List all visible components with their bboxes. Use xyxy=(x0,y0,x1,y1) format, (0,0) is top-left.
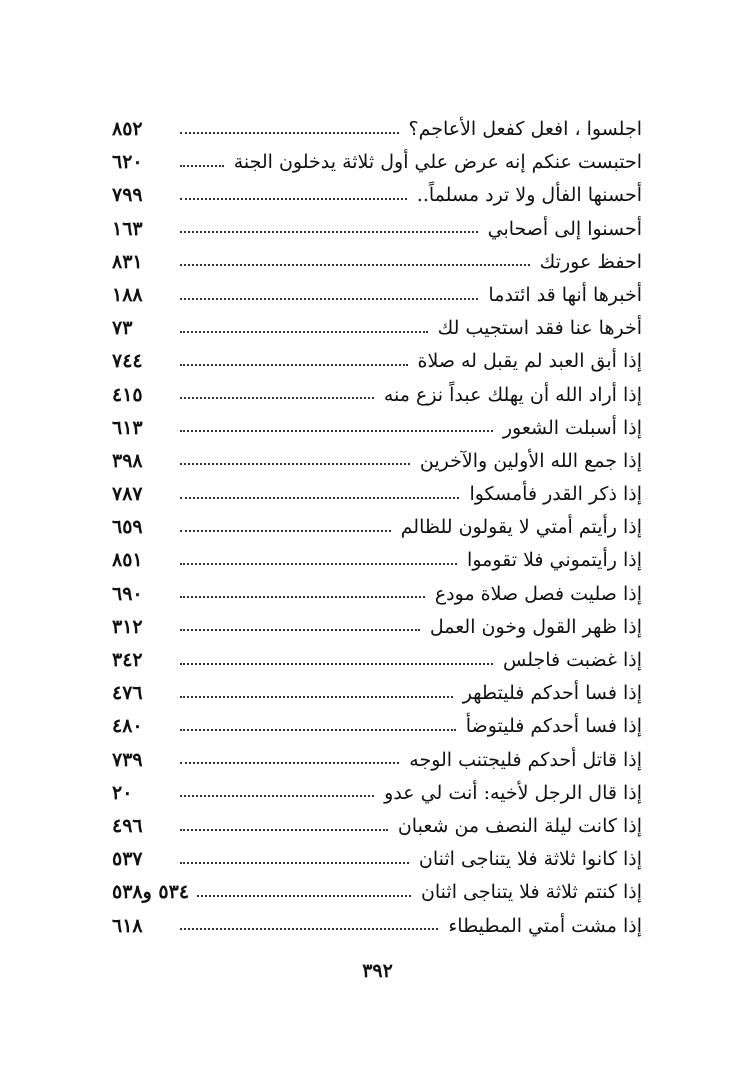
index-entry xyxy=(112,876,642,909)
entry-text: إذا قاتل أحدكم فليجتنب الوجه xyxy=(409,748,642,771)
entry-text: إذا جمع الله الأولين والآخرين xyxy=(419,449,642,472)
entry-page-number: ٤٧٦ xyxy=(112,682,143,705)
entry-page-number: ٦٩٠ xyxy=(112,582,143,605)
index-entry xyxy=(112,213,642,246)
dot-leader xyxy=(180,729,456,731)
entry-text: إذا ظهر القول وخون العمل xyxy=(429,615,642,638)
index-entry xyxy=(112,777,642,810)
dot-leader xyxy=(197,895,411,897)
entry-page-number: ٦١٨ xyxy=(112,914,143,937)
entry-page-number: ٧٩٩ xyxy=(112,184,143,207)
entry-text: إذا أسبلت الشعور xyxy=(502,416,642,439)
index-entry xyxy=(112,644,642,677)
entry-page-number: ٣٩٨ xyxy=(112,449,143,472)
dot-leader xyxy=(180,530,391,532)
dot-leader xyxy=(180,364,408,366)
index-entry xyxy=(112,246,642,279)
index-entry xyxy=(112,179,642,212)
entry-page-number: ٦٢٠ xyxy=(112,151,143,174)
index-entry xyxy=(112,710,642,743)
entry-text: إذا فسا أحدكم فليتطهر xyxy=(462,682,642,705)
index-entry xyxy=(112,843,642,876)
dot-leader xyxy=(180,165,224,167)
dot-leader xyxy=(180,629,420,631)
index-entry xyxy=(112,445,642,478)
entry-page-number: ٢٠ xyxy=(112,781,133,804)
entry-text: احتبست عنكم إنه عرض علي أول ثلاثة يدخلون الجنة xyxy=(233,151,642,174)
index-entry xyxy=(112,611,642,644)
entry-text: إذا كنتم ثلاثة فلا يتناجى اثنان xyxy=(420,881,642,904)
index-entry xyxy=(112,412,642,445)
entry-text: إذا كانوا ثلاثة فلا يتناجى اثنان xyxy=(418,848,642,871)
entry-text: إذا كانت ليلة النصف من شعبان xyxy=(397,814,642,837)
entry-text: أخبرها أنها قد ائتدما xyxy=(488,283,642,306)
dot-leader xyxy=(180,231,478,233)
dot-leader xyxy=(180,762,399,764)
entry-page-number: ٨٥١ xyxy=(112,549,143,572)
entry-page-number: ٤٩٦ xyxy=(112,814,143,837)
index-entry xyxy=(112,345,642,378)
entry-text: إذا فسا أحدكم فليتوضأ xyxy=(465,715,642,738)
entry-text: إذا غضبت فاجلس xyxy=(502,649,642,671)
entry-page-number: ٦٥٩ xyxy=(112,516,143,539)
dot-leader xyxy=(180,430,493,432)
index-entry xyxy=(112,910,642,943)
dot-leader xyxy=(180,663,493,665)
index-entry xyxy=(112,113,642,146)
index-entry xyxy=(112,544,642,577)
entry-page-number: ١٨٨ xyxy=(112,283,143,306)
index-entry xyxy=(112,146,642,179)
entry-text: احفظ عورتك xyxy=(539,250,642,273)
entry-page-number: ٣١٢ xyxy=(112,615,143,638)
entry-page-number: ٧٨٧ xyxy=(112,483,143,506)
dot-leader xyxy=(180,331,428,333)
dot-leader xyxy=(180,829,388,831)
index-entry xyxy=(112,578,642,611)
dot-leader xyxy=(180,563,457,565)
index-entry xyxy=(112,511,642,544)
entry-page-number: ٥٣٧ xyxy=(112,848,143,871)
index-entry xyxy=(112,677,642,710)
index-entry xyxy=(112,744,642,777)
entry-page-number: ٤١٥ xyxy=(112,383,143,406)
entry-page-number: ٤٨٠ xyxy=(112,715,143,738)
index-entry xyxy=(112,312,642,345)
dot-leader xyxy=(180,497,459,499)
entry-text: اجلسوا ، افعل كفعل الأعاجم؟ xyxy=(408,118,642,140)
entry-page-number: ٨٥٢ xyxy=(112,118,143,140)
entry-text: إذا صليت فصل صلاة مودع xyxy=(434,582,642,605)
index-entry xyxy=(112,379,642,412)
dot-leader xyxy=(180,132,399,134)
entry-text: إذا ذكر القدر فأمسكوا xyxy=(469,483,642,506)
dot-leader xyxy=(180,795,374,797)
entry-text: إذا أراد الله أن يهلك عبداً نزع منه xyxy=(383,383,642,406)
entry-text: إذا مشت أمتي المطيطاء xyxy=(448,914,642,937)
index-entry xyxy=(112,478,642,511)
dot-leader xyxy=(180,596,425,598)
page-number: ٣٩٢ xyxy=(362,960,393,982)
entry-page-number: ٧٣ xyxy=(112,317,133,340)
dot-leader xyxy=(180,298,478,300)
dot-leader xyxy=(180,696,453,698)
entry-text: إذا رأيتموني فلا تقوموا xyxy=(467,549,642,572)
entry-page-number: ٧٣٩ xyxy=(112,748,143,771)
index-entry xyxy=(112,810,642,843)
entry-text: إذا أبق العبد لم يقبل له صلاة xyxy=(417,350,642,373)
entry-text: أحسنوا إلى أصحابي xyxy=(487,217,642,240)
entry-text: أحسنها الفأل ولا ترد مسلماً.. xyxy=(416,184,642,207)
dot-leader xyxy=(180,264,530,266)
entry-page-number: ٨٣١ xyxy=(112,250,143,273)
entry-page-number: ١٦٣ xyxy=(112,217,143,240)
dot-leader xyxy=(180,397,374,399)
dot-leader xyxy=(180,198,407,200)
dot-leader xyxy=(180,928,438,930)
entry-text: إذا رأيتم أمتي لا يقولون للظالم xyxy=(400,516,642,539)
entry-text: أخرها عنا فقد استجيب لك xyxy=(437,317,642,340)
entry-page-number: ٣٤٢ xyxy=(112,649,143,671)
index-list xyxy=(112,113,642,943)
entry-page-number: ٥٣٤ و٥٣٨ xyxy=(112,881,190,904)
dot-leader xyxy=(180,463,410,465)
dot-leader xyxy=(180,862,409,864)
entry-text: إذا قال الرجل لأخيه: أنت لي عدو xyxy=(384,781,642,804)
entry-page-number: ٦١٣ xyxy=(112,416,143,439)
entry-page-number: ٧٤٤ xyxy=(112,350,143,373)
index-entry xyxy=(112,279,642,312)
